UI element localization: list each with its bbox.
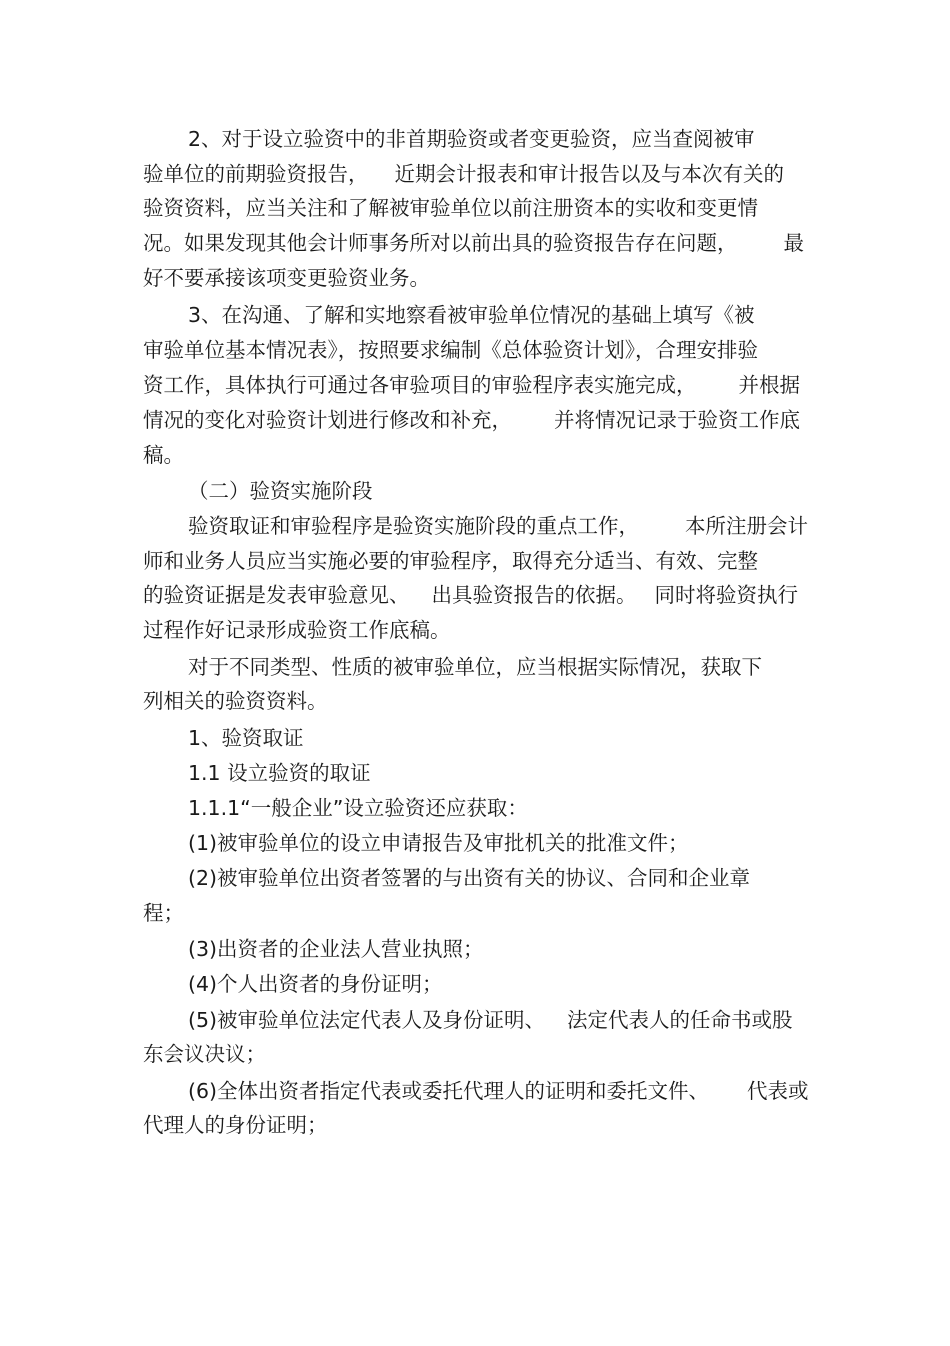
text-segment: 资工作，具体执行可通过各审验项目的审验程序表实施完成， [143, 373, 697, 397]
list-item: 代理人的身份证明； [143, 1113, 328, 1137]
section-heading: （二）验资实施阶段 [188, 479, 373, 503]
list-heading: 1、验资取证 [188, 726, 304, 750]
text-segment: 验资取证和审验程序是验资实施阶段的重点工作， [188, 514, 639, 538]
text-line: 列相关的验资资料。 [143, 689, 328, 713]
text-line: 2、对于设立验资中的非首期验资或者变更验资，应当查阅被审 [188, 127, 755, 151]
text-line [143, 229, 804, 257]
list-item [188, 1006, 793, 1034]
text-segment: 最 [783, 231, 804, 255]
text-segment: 验单位的前期验资报告， [143, 162, 369, 186]
text-segment: 代表或 [747, 1079, 809, 1103]
text-line: 好不要承接该项变更验资业务。 [143, 266, 430, 290]
text-segment: (5)被审验单位法定代表人及身份证明、 [188, 1008, 546, 1032]
text-segment: 本所注册会计 [685, 514, 808, 538]
list-item: (4)个人出资者的身份证明； [188, 972, 443, 996]
text-line [143, 371, 800, 399]
list-item [188, 1077, 809, 1105]
text-line [143, 406, 800, 434]
text-segment: 并根据 [738, 373, 800, 397]
list-heading: 1.1.1“一般企业”设立验资还应获取： [188, 796, 528, 820]
text-segment: 况。如果发现其他会计师事务所对以前出具的验资报告存在问题， [143, 231, 738, 255]
list-item: 程； [143, 901, 184, 925]
text-line [188, 512, 808, 540]
text-line: 过程作好记录形成验资工作底稿。 [143, 618, 451, 642]
list-item: (3)出资者的企业法人营业执照； [188, 937, 484, 961]
text-segment: 并将情况记录于验资工作底 [554, 408, 800, 432]
text-line: 审验单位基本情况表》，按照要求编制《总体验资计划》，合理安排验 [143, 338, 758, 362]
text-line: 稿。 [143, 443, 184, 467]
text-segment: 出具验资报告的依据。 [431, 583, 637, 607]
text-segment: 情况的变化对验资计划进行修改和补充， [143, 408, 512, 432]
text-line [143, 160, 784, 188]
text-segment: 法定代表人的任命书或股 [567, 1008, 793, 1032]
text-line [143, 581, 798, 609]
list-item: (1)被审验单位的设立申请报告及审批机关的批准文件； [188, 831, 689, 855]
list-item: (2)被审验单位出资者签署的与出资有关的协议、合同和企业章 [188, 866, 751, 890]
list-item: 东会议决议； [143, 1042, 266, 1066]
text-line: 3、在沟通、了解和实地察看被审验单位情况的基础上填写《被 [188, 303, 755, 327]
text-segment: 的验资证据是发表审验意见、 [143, 583, 410, 607]
text-line: 验资资料，应当关注和了解被审验单位以前注册资本的实收和变更情 [143, 196, 758, 220]
text-segment: 近期会计报表和审计报告以及与本次有关的 [394, 162, 784, 186]
text-segment: 同时将验资执行 [654, 583, 798, 607]
list-heading: 1.1 设立验资的取证 [188, 761, 371, 785]
text-segment: (6)全体出资者指定代表或委托代理人的证明和委托文件、 [188, 1079, 710, 1103]
text-line: 师和业务人员应当实施必要的审验程序，取得充分适当、有效、完整 [143, 549, 758, 573]
text-line: 对于不同类型、性质的被审验单位，应当根据实际情况，获取下 [188, 655, 762, 679]
